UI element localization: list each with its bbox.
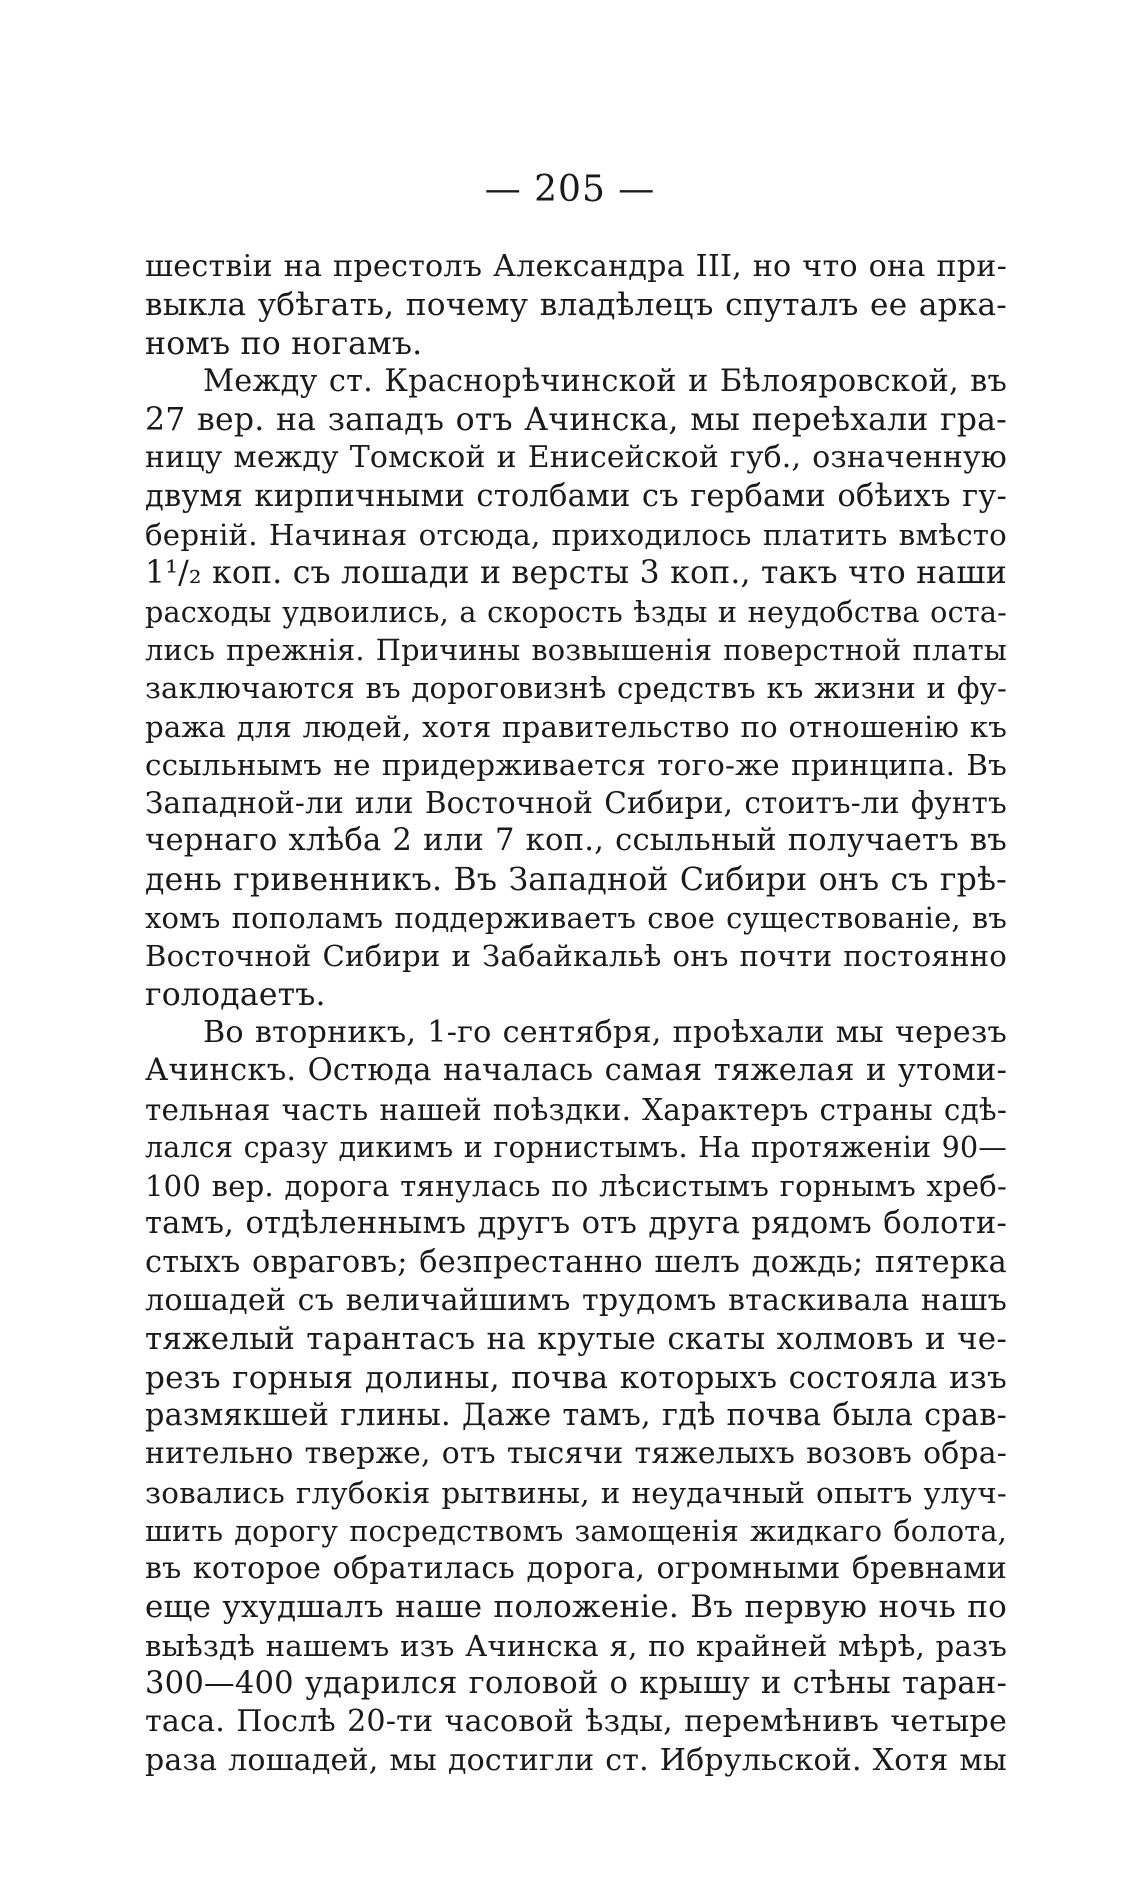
text-line: чернаго хлѣба 2 или 7 коп., ссыльный получаетъ въ (145, 823, 1007, 859)
text-line: Ачинскъ. Остюда началась самая тяжелая и утоми- (145, 1053, 1007, 1089)
text-line: 100 вер. дорога тянулась по лѣсистымъ горнымъ хреб- (145, 1169, 1007, 1204)
text-line: ссыльнымъ не придерживается того-же принципа. Въ (145, 747, 1007, 782)
text-line: Восточной Сибири и Забайкальѣ онъ почти постоянно (145, 939, 1007, 974)
text-line: заключаются въ дороговизнѣ средствъ къ жизни и фу- (145, 671, 1007, 706)
text-line: берній. Начиная отсюда, приходилось платить вмѣсто (145, 518, 1007, 553)
text-line: 27 вер. на западъ отъ Ачинска, мы переѣхали гра- (145, 402, 1007, 439)
text-line: двумя кирпичными столбами съ гербами обѣихъ гу- (145, 478, 1007, 514)
text-line: въ которое обратилась дорога, огромными бревнами (145, 1551, 1007, 1587)
body-text (145, 248, 1007, 1780)
text-line: Во вторникъ, 1-го сентября, проѣхали мы черезъ (203, 1014, 1007, 1050)
text-line: ницу между Томской и Енисейской губ., означенную (145, 440, 1007, 476)
text-line: раза лошадей, мы достигли ст. Ибрульской. Хотя мы (145, 1742, 1007, 1778)
text-line: 1¹/₂ коп. съ лошади и версты 3 коп., такъ что наши (145, 555, 1007, 592)
text-line: 300—400 ударился головой о крышу и стѣны таран- (145, 1665, 1007, 1701)
text-line: шить дорогу посредствомъ замощенія жидкаго болота, (145, 1513, 1007, 1548)
text-line: выѣздѣ нашемъ изъ Ачинска я, по крайней мѣрѣ, разъ (145, 1628, 1007, 1663)
text-line: таса. Послѣ 20-ти часовой ѣзды, перемѣнивъ четыре (145, 1704, 1007, 1740)
text-line: номъ по ногамъ. (145, 325, 423, 362)
text-line: нительно тверже, отъ тысячи тяжелыхъ возовъ обра- (145, 1436, 1007, 1472)
text-line: хомъ пополамъ поддерживаетъ свое существованіе, въ (145, 901, 1007, 936)
text-line: ража для людей, хотя правительство по отношенію къ (145, 709, 1007, 744)
text-line: резъ горныя долины, почва которыхъ состояла изъ (145, 1359, 1007, 1396)
text-line: Между ст. Краснорѣчинской и Бѣлояровской, въ (203, 363, 1007, 399)
text-line: Западной-ли или Восточной Сибири, стоитъ-ли фунтъ (145, 786, 1007, 821)
text-line: еще ухудшалъ наше положеніе. Въ первую ночь по (145, 1589, 1007, 1626)
text-line: тамъ, отдѣленнымъ другъ отъ друга рядомъ болоти- (145, 1206, 1007, 1242)
text-line: зовались глубокія рытвины, и неудачный опытъ улуч- (145, 1475, 1007, 1510)
text-line: лись прежнія. Причины возвышенія поверстной платы (145, 632, 1007, 667)
text-line: размякшей глины. Даже тамъ, гдѣ почва была срав- (145, 1397, 1007, 1433)
text-line: стыхъ овраговъ; безпрестанно шелъ дождь; пятерка (145, 1244, 1007, 1280)
page-number: — 205 — (484, 169, 656, 210)
text-line: лошадей съ величайшимъ трудомъ втаскивала нашъ (145, 1283, 1007, 1319)
text-line: тяжелый тарантасъ на крутые скаты холмовъ и че- (145, 1321, 1007, 1358)
text-line: выкла убѣгать, почему владѣлецъ спуталъ ее арка- (145, 287, 1007, 324)
text-line: голодаетъ. (145, 976, 326, 1013)
text-line: шествіи на престолъ Александра III, но что она при- (145, 249, 1007, 284)
text-line: лался сразу дикимъ и горнистымъ. На протяженіи 90— (145, 1130, 1007, 1164)
text-line: расходы удвоились, а скорость ѣзды и неудобства оста- (145, 594, 1007, 629)
text-line: тельная часть нашей поѣздки. Характеръ страны сдѣ- (145, 1092, 1007, 1127)
text-line: день гривенникъ. Въ Западной Сибири онъ съ грѣ- (145, 861, 1007, 898)
